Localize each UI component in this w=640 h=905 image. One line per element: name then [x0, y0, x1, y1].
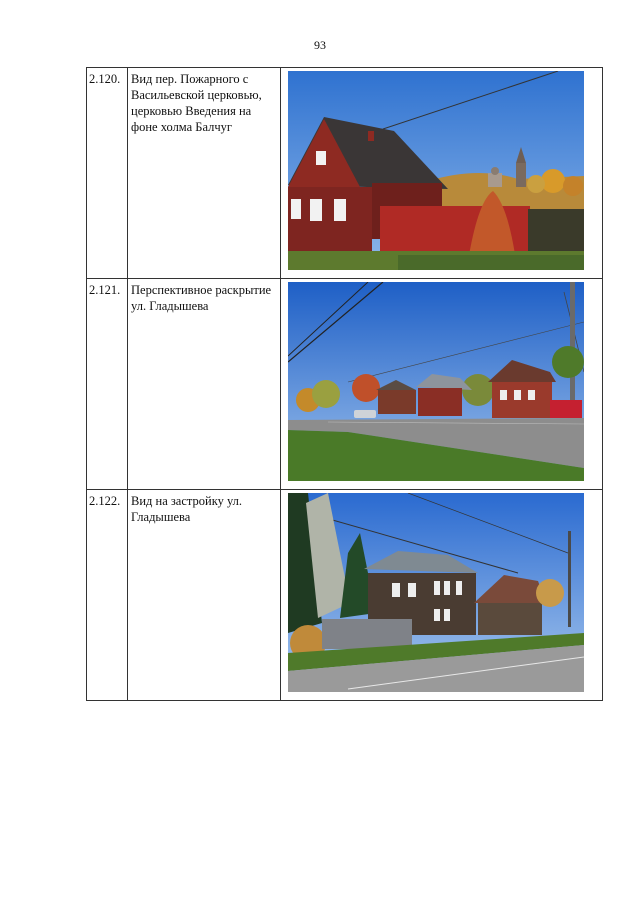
photo-house-church-icon — [288, 71, 584, 270]
row-description: Вид пер. Пожарного с Васильевской церковью, церковью Введения на фоне холма Балчуг — [128, 68, 281, 279]
page-number: 93 — [314, 38, 326, 52]
row-photo-cell — [281, 68, 603, 279]
table-row — [87, 279, 603, 490]
table-row — [87, 68, 603, 279]
photo-street-perspective-icon — [288, 282, 584, 481]
row-photo-cell — [281, 490, 603, 701]
row-number: 2.122. — [87, 490, 128, 701]
catalog-table — [86, 67, 603, 701]
row-description: Вид на застройку ул. Гладышева — [128, 490, 281, 701]
row-number: 2.120. — [87, 68, 128, 279]
row-number: 2.121. — [87, 279, 128, 490]
row-photo-cell — [281, 279, 603, 490]
photo-street-buildings-icon — [288, 493, 584, 692]
table-row — [87, 490, 603, 701]
row-description: Перспективное раскрытие ул. Гладышева — [128, 279, 281, 490]
